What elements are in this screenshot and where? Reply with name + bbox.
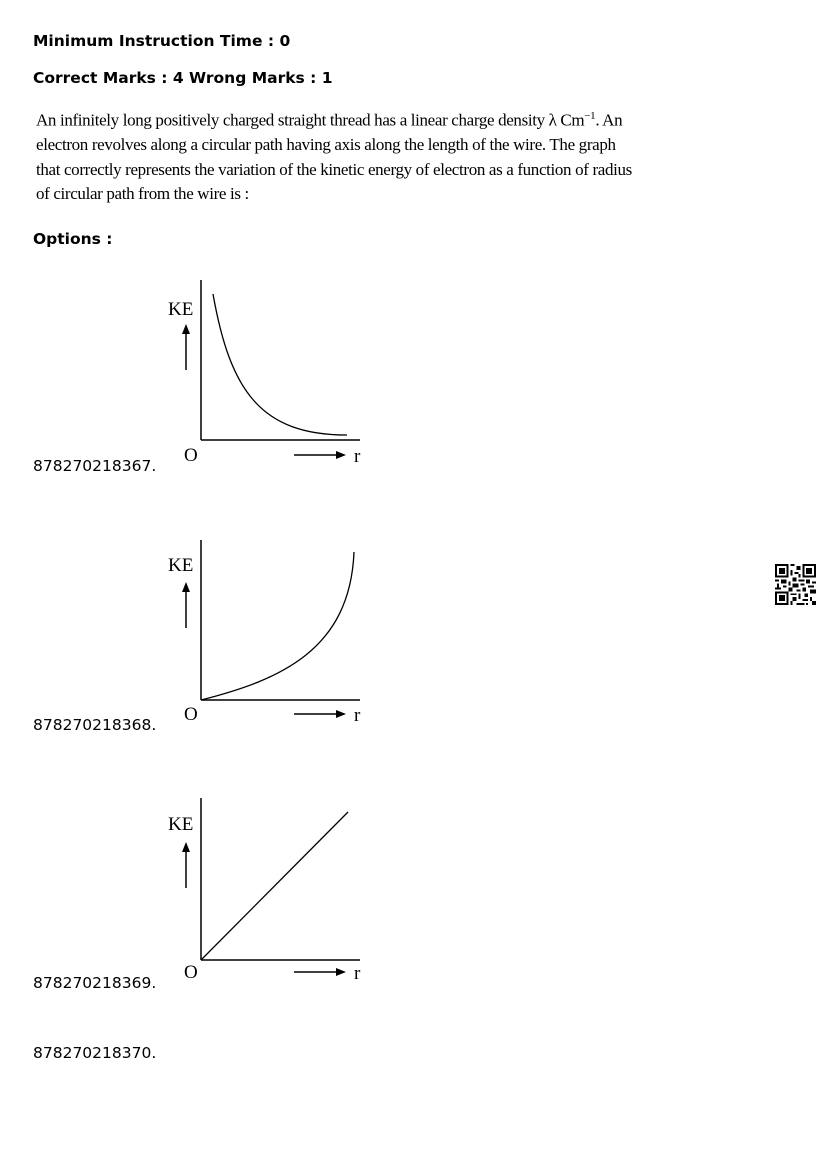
question-text-rest: . An electron revolves along a circular path having axis along the length of the wire. The graph that correctly represents the variation of the kinetic energy of electron as a function of radius of circular path from the wire is :: [36, 110, 632, 204]
x-axis-label: r: [354, 705, 361, 726]
origin-label: O: [184, 704, 198, 725]
origin-label: O: [184, 962, 198, 983]
option-id-2[interactable]: 878270218368.: [33, 716, 157, 734]
graph-svg-3: [160, 798, 370, 983]
instruction-time: Minimum Instruction Time : 0: [33, 32, 291, 50]
options-label: Options :: [33, 230, 113, 248]
marks-info: Correct Marks : 4 Wrong Marks : 1: [33, 69, 333, 87]
x-axis-label: r: [354, 446, 361, 467]
graph-svg-1: [160, 280, 370, 465]
option-graph-2: [160, 540, 370, 725]
curve-increasing: [201, 552, 354, 700]
right-arrowhead-icon: [336, 710, 346, 718]
qr-code-icon: [775, 564, 816, 605]
option-id-1[interactable]: 878270218367.: [33, 457, 157, 475]
right-arrowhead-icon: [336, 968, 346, 976]
y-axis-label: KE: [168, 814, 194, 835]
option-graph-1: [160, 280, 370, 465]
option-id-4[interactable]: 878270218370.: [33, 1044, 157, 1062]
up-arrowhead-icon: [182, 324, 190, 334]
question-text-main: An infinitely long positively charged straight thread has a linear charge density λ Cm: [36, 110, 585, 130]
graph-svg-2: [160, 540, 370, 725]
question-superscript: −1: [584, 110, 596, 122]
curve-decreasing: [213, 294, 347, 435]
x-axis-label: r: [354, 963, 361, 984]
origin-label: O: [184, 445, 198, 466]
y-axis-label: KE: [168, 299, 194, 320]
option-graph-3: [160, 798, 370, 983]
question-text: [36, 104, 636, 207]
y-axis-label: KE: [168, 555, 194, 576]
right-arrowhead-icon: [336, 451, 346, 459]
curve-linear: [201, 812, 348, 960]
up-arrowhead-icon: [182, 582, 190, 592]
option-id-3[interactable]: 878270218369.: [33, 974, 157, 992]
up-arrowhead-icon: [182, 842, 190, 852]
